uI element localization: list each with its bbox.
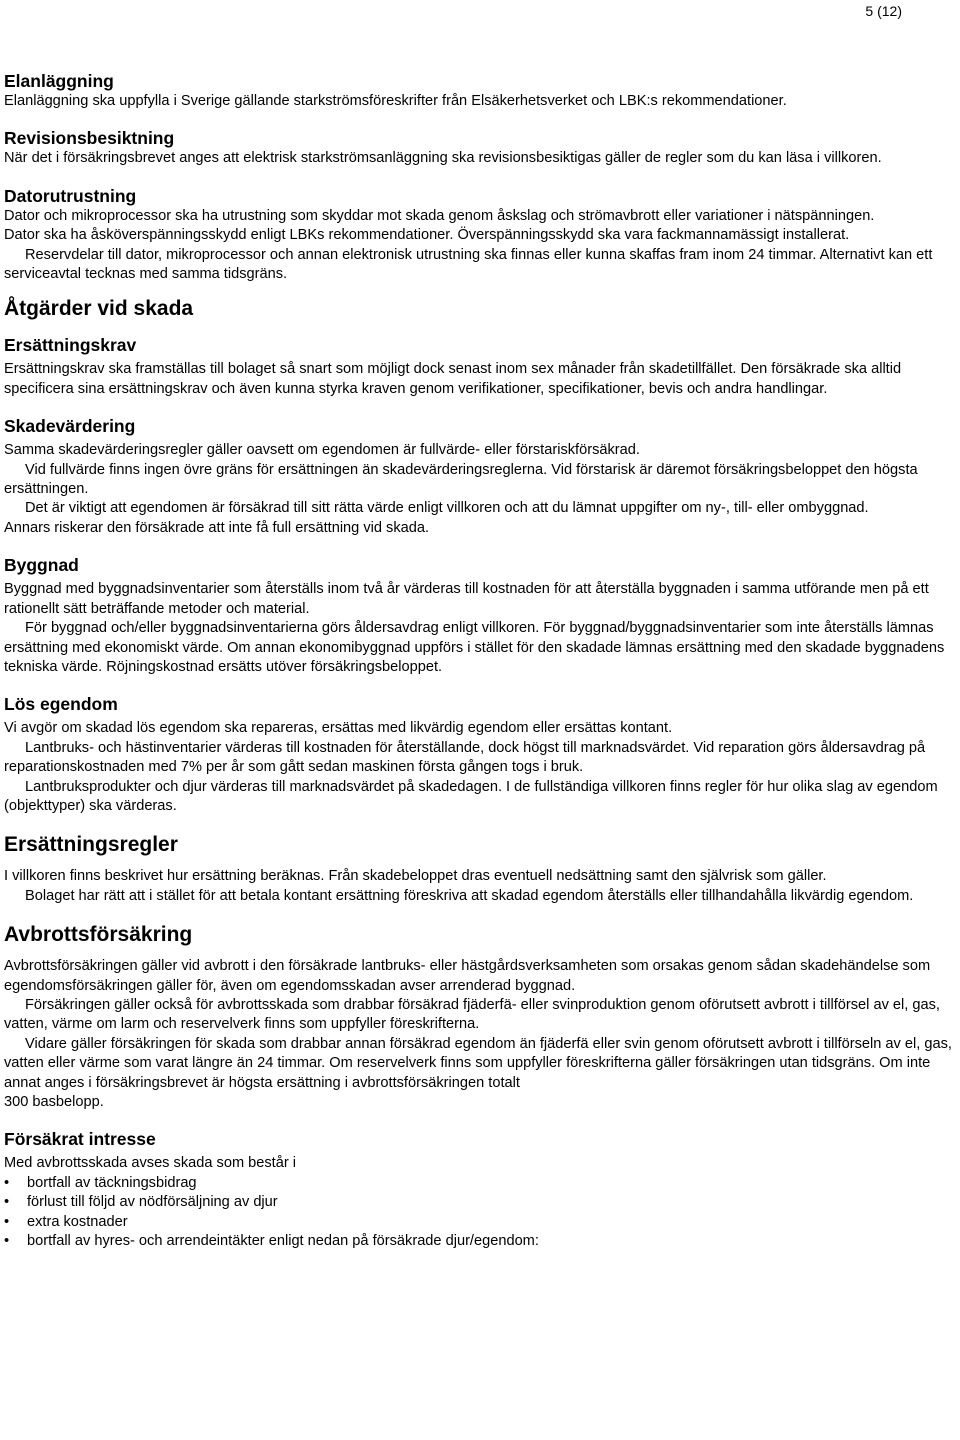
paragraph: Lantbruksprodukter och djur värderas till marknadsvärdet på skadedagen. I de fullständiga villkoren finns regler för hur olika slag av egendom (objekttyper) ska värderas. [4,778,938,814]
heading-forsakrat-intresse: Försäkrat intresse [4,1129,156,1150]
list-item: • bortfall av täckningsbidrag [4,1174,958,1193]
bullet-icon: • [4,1213,10,1230]
paragraph: Vidare gäller försäkringen för skada som drabbar annan försäkrad egendom än fjäderfä eller svin genom oförutsett avbrott i tillförseln av el, gas, vatten eller värme som varat längre än 24 timmar. Om reservelverk finns som uppfyller föreskrifterna gäller försäkringen utan tidsgräns. Om inte annat anges i försäkringsbrevet är högsta ersättning i avbrottsförsäkringen totalt [4,1035,952,1091]
paragraph: Reservdelar till dator, mikroprocessor och annan elektronisk utrustning ska finnas eller kunna skaffas fram inom 24 timmar. Alternativt kan ett serviceavtal tecknas med samma tidsgräns. [4,246,933,283]
paragraph: Dator ska ha åsköverspänningsskydd enligt LBKs rekommendationer. Överspänningsskydd ska vara fackmannamässigt installerat. [4,227,850,244]
section-byggnad [4,554,958,677]
heading-atgarder-vid-skada: Åtgärder vid skada [4,297,194,321]
section-ersattningsregler [4,867,958,906]
paragraph: Dator och mikroprocessor ska ha utrustning som skyddar mot skada genom åskslag och strömavbrott eller variationer i nätspänningen. [4,207,875,224]
heading-elanlaggning: Elanläggning [4,71,114,91]
paragraph: Det är viktigt att egendomen är försäkrad till sitt rätta värde enligt villkoren och att du lämnat uppgifter om ny-, till- eller ombyggnad. [25,500,869,517]
section-ersattningskrav [4,334,958,399]
paragraph: 300 basbelopp. [4,1094,104,1110]
section-datorutrustning [4,185,958,285]
heading-ersattningsregler: Ersättningsregler [4,833,178,857]
heading-datorutrustning: Datorutrustning [4,185,137,206]
paragraph: Elanläggning ska uppfylla i Sverige gällande starkströmsföreskrifter från Elsäkerhetsverket och LBK:s rekommendationer. [4,93,787,109]
paragraph: Avbrottsförsäkringen gäller vid avbrott i den försäkrade lantbruks- eller hästgårdsverksamheten som orsakas genom sådan skadehändelse som egendomsförsäkringen gäller för, även om egendomsskadan avser arrenderad byggnad. [4,958,931,994]
paragraph: Annars riskerar den försäkrade att inte få full ersättning vid skada. [4,519,430,536]
heading-skadevardering: Skadevärdering [4,416,136,437]
bullet-icon: • [4,1233,10,1250]
paragraph: Ersättningskrav ska framställas till bolaget så snart som möjligt dock senast inom sex månader från skadetillfället. Den försäkrade ska alltid specificera sina ersättningskrav och även kunna styrka kraven genom verifikationer, specifikationer, bevis och andra handlingar. [4,361,902,397]
bullet-list [4,1174,958,1252]
section-elanlaggning [4,70,958,111]
heading-avbrottsforsakring: Avbrottsförsäkring [4,923,193,947]
heading-ersattningskrav: Ersättningskrav [4,335,137,356]
paragraph: Vid fullvärde finns ingen övre gräns för ersättningen än skadevärderingsreglerna. Vid förstarisk är däremot försäkringsbeloppet den högsta ersättningen. [4,461,918,498]
page-number: 5 (12) [865,3,902,19]
paragraph: När det i försäkringsbrevet anges att elektrisk starkströmsanläggning ska revisionsbesiktigas gäller de regler som du kan läsa i villkoren. [4,150,882,167]
section-los-egendom [4,693,958,816]
paragraph: Bolaget har rätt att i stället för att betala kontant ersättning föreskriva att skadad egendom återställs eller tillhandahålla likvärdig egendom. [25,887,914,904]
list-item: • förlust till följd av nödförsäljning av djur [4,1193,958,1212]
paragraph: Lantbruks- och hästinventarier värderas till kostnaden för återställande, dock högst till marknadsvärdet. Vid reparation görs åldersavdrag på reparationskostnaden med 7% per år som gått sedan maskinen första gången togs i bruk. [4,739,926,776]
section-avbrottsforsakring [4,957,958,1112]
list-item: • extra kostnader [4,1213,958,1232]
paragraph: Med avbrottsskada avses skada som består i [4,1155,297,1172]
document-body [4,70,958,1251]
paragraph: Försäkringen gäller också för avbrottsskada som drabbar försäkrad fjäderfä- eller svinproduktion genom oförutsett avbrott i tillförsel av el, gas, vatten, värme om larm och reservelverk finns som uppfyller föreskrifterna. [4,996,940,1033]
paragraph: Samma skadevärderingsregler gäller oavsett om egendomen är fullvärde- eller förstariskförsäkrad. [4,442,640,459]
heading-byggnad: Byggnad [4,555,79,576]
bullet-icon: • [4,1194,10,1211]
paragraph: Vi avgör om skadad lös egendom ska repareras, ersättas med likvärdig egendom eller ersättas kontant. [4,720,673,737]
section-revisionsbesiktning [4,127,958,168]
heading-los-egendom: Lös egendom [4,694,118,715]
paragraph: I villkoren finns beskrivet hur ersättning beräknas. Från skadebeloppet dras eventuell nedsättning samt den självrisk som gäller. [4,868,827,885]
paragraph: Byggnad med byggnadsinventarier som återställs inom två år värderas till kostnaden för att återställa byggnaden i samma utförande men på ett rationellt sätt beträffande metoder och material. [4,581,929,617]
section-forsakrat-intresse [4,1128,958,1251]
section-skadevardering [4,415,958,538]
bullet-icon: • [4,1174,10,1191]
heading-revisionsbesiktning: Revisionsbesiktning [4,128,175,149]
paragraph: För byggnad och/eller byggnadsinventarierna görs åldersavdrag enligt villkoren. För byggnad/byggnadsinventarier som inte återställs lämnas ersättning med ekonomiskt värde. Om annan ekonomibyggnad uppförs i stället för den skadade lämnas ersättning med den skadade byggnadens tekniska värde. Röjningskostnad ersätts utöver försäkringsbeloppet. [4,620,945,675]
list-item: • bortfall av hyres- och arrendeintäkter enligt nedan på försäkrade djur/egendom: [4,1232,958,1251]
